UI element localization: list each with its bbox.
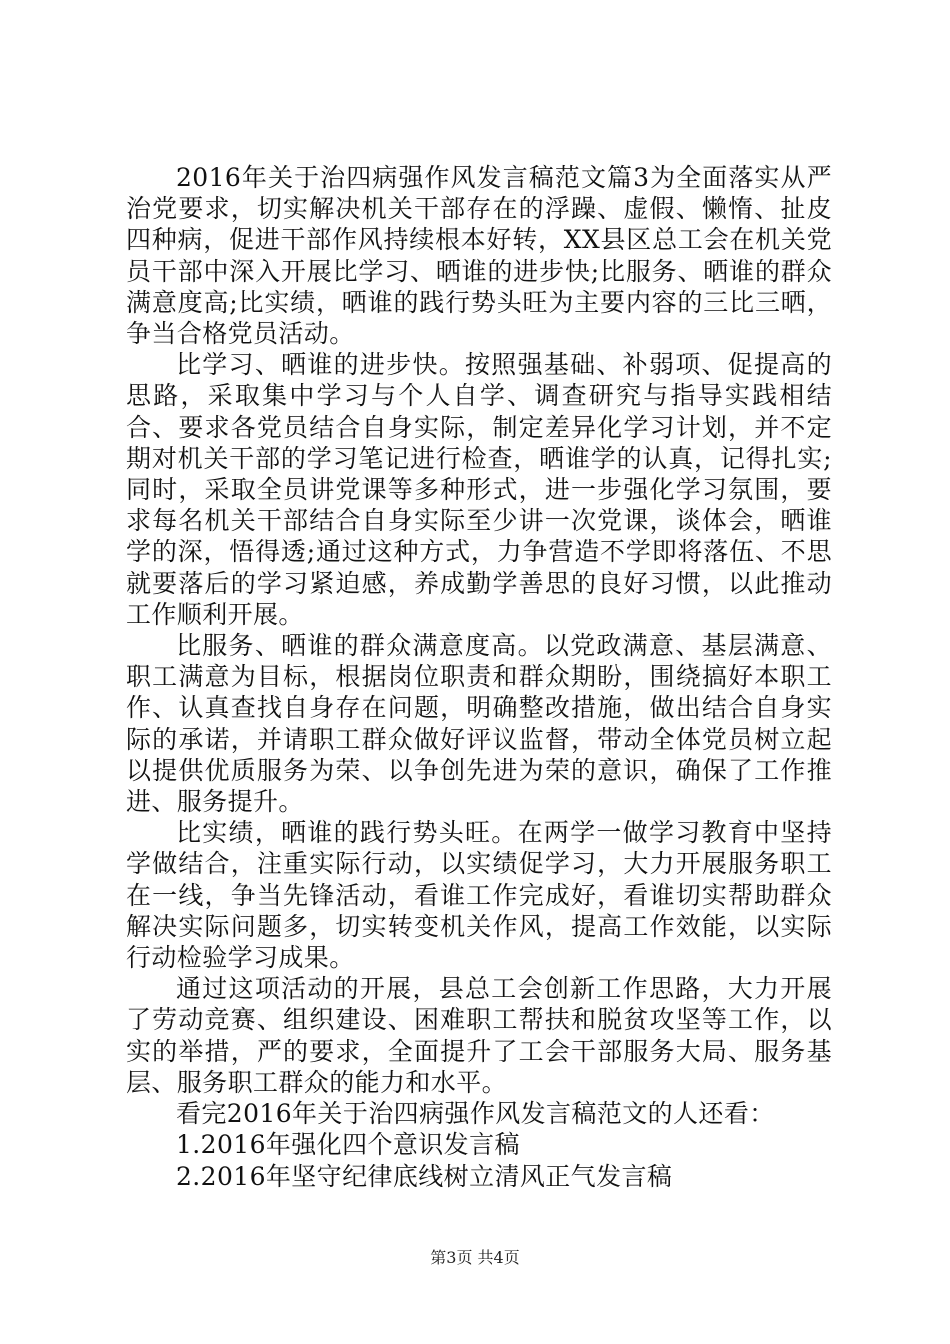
paragraph-study: 比学习、晒谁的进步快。按照强基础、补弱项、促提高的思路，采取集中学习与个人自学、调查研究与指导实践相结合、要求各党员结合自身实际，制定差异化学习计划，并不定期对机关干部的学习笔记进行检查，晒谁学的认真，记得扎实;同时，采取全员讲党课等多种形式，进一步强化学习氛围，要求每名机关干部结合自身实际至少讲一次党课，谈体会，晒谁学的深，悟得透;通过这种方式，力争营造不学即将落伍、不思就要落后的学习紧迫感，养成勤学善思的良好习惯，以此推动工作顺利开展。 [126, 350, 832, 629]
related-heading: 看完2016年关于治四病强作风发言稿范文的人还看： [176, 1099, 775, 1129]
paragraph-conclusion: 通过这项活动的开展，县总工会创新工作思路，大力开展了劳动竞赛、组织建设、困难职工帮扶和脱贫攻坚等工作，以实的举措，严的要求，全面提升了工会干部服务大局、服务基层、服务职工群众的能力和水平。 [126, 974, 832, 1097]
page-number: 第3页 共4页 [430, 1248, 520, 1267]
paragraph-performance: 比实绩，晒谁的践行势头旺。在两学一做学习教育中坚持学做结合，注重实际行动，以实绩促学习，大力开展服务职工在一线，争当先锋活动，看谁工作完成好，看谁切实帮助群众解决实际问题多，切实转变机关作风，提高工作效能，以实际行动检验学习成果。 [126, 818, 832, 973]
paragraph-service: 比服务、晒谁的群众满意度高。以党政满意、基层满意、职工满意为目标，根据岗位职责和群众期盼，围绕搞好本职工作、认真查找自身存在问题，明确整改措施，做出结合自身实际的承诺，并请职工群众做好评议监督，带动全体党员树立起以提供优质服务为荣、以争创先进为荣的意识，确保了工作推进、服务提升。 [126, 631, 832, 817]
page-footer [0, 1245, 950, 1268]
document-body [126, 162, 832, 1192]
related-item-1[interactable]: 1.2016年强化四个意识发言稿 [176, 1130, 520, 1160]
related-item-2[interactable]: 2.2016年坚守纪律底线树立清风正气发言稿 [176, 1161, 673, 1191]
paragraph-intro: 2016年关于治四病强作风发言稿范文篇3为全面落实从严治党要求，切实解决机关干部存在的浮躁、虚假、懒惰、扯皮四种病，促进干部作风持续根本好转，XX县区总工会在机关党员干部中深入开展比学习、晒谁的进步快;比服务、晒谁的群众满意度高;比实绩，晒谁的践行势头旺为主要内容的三比三晒，争当合格党员活动。 [126, 163, 832, 349]
